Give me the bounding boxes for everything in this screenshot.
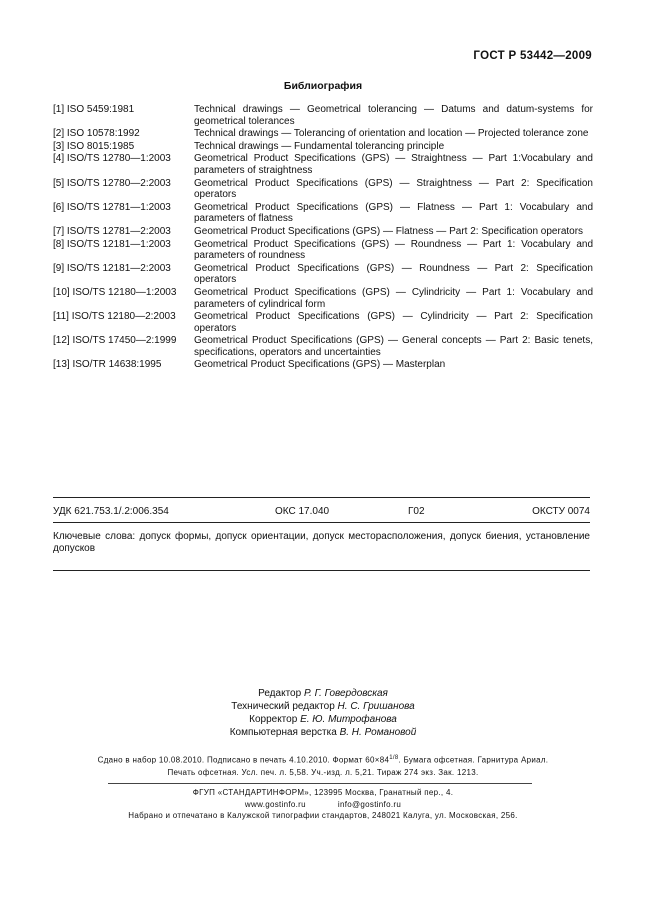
bibliography-item — [53, 239, 593, 262]
bibliography-item — [53, 263, 593, 286]
bibliography-item — [53, 359, 593, 371]
website-link[interactable]: www.gostinfo.ru — [244, 799, 306, 809]
standard-number: ГОСТ Р 53442—2009 — [473, 50, 592, 62]
credit-proofreader: Корректор Е. Ю. Митрофанова — [249, 714, 397, 725]
credit-editor: Редактор Р. Г. Говердовская — [258, 688, 388, 699]
credit-tech-editor: Технический редактор Н. С. Гришанова — [231, 701, 415, 712]
bibliography-item — [53, 287, 593, 310]
divider-bottom — [53, 570, 590, 571]
bibliography-text: Geometrical Product Specifications (GPS) — Straightness — Part 1:Vocabulary and parameters of straightness — [194, 153, 593, 176]
print-info: Сдано в набор 10.08.2010. Подписано в печать 4.10.2010. Формат $60\times 84^{1/8}$. Бумага офсетная. Гарнитура Ариал. Печать офсетная. Усл. печ. л. 5,58. Уч.-изд. л. 5,21. Тираж 274 экз. Зак. 1213. — [97, 755, 549, 778]
bibliography-text: Technical drawings — Geometrical tolerancing — Datums and datum-systems for geometrical tolerances — [194, 104, 593, 127]
bibliography-list — [53, 104, 593, 372]
bibliography-text: Geometrical Product Specifications (GPS) — Flatness — Part 1: Vocabulary and parameters of flatness — [194, 201, 593, 225]
bibliography-ref: [5] ISO/TS 12780—2:2003 — [53, 177, 171, 189]
bibliography-text: Technical drawings — Fundamental tolerancing principle — [194, 140, 445, 152]
bibliography-ref: [10] ISO/TS 12180—1:2003 — [53, 286, 177, 298]
bibliography-ref: [11] ISO/TS 12180—2:2003 — [53, 311, 176, 323]
classification-row — [53, 506, 590, 517]
publisher-info: ФГУП «СТАНДАРТИНФОРМ», 123995 Москва, Гранатный пер., 4. www.gostinfo.ru info@gostinfo.ru Набрано и отпечатано в Калужской типографии стандартов, 248021 Калуга, ул. Московская, 256. — [128, 788, 518, 820]
bibliography-item — [53, 153, 593, 176]
udk-code: УДК 621.753.1/.2:006.354 — [53, 506, 169, 517]
divider-middle — [53, 522, 590, 523]
bibliography-ref: [4] ISO/TS 12780—1:2003 — [53, 153, 171, 165]
publisher-divider — [108, 783, 532, 784]
credit-layout: Компьютерная верстка В. Н. Романовой — [229, 727, 417, 738]
bibliography-item — [53, 128, 593, 140]
bibliography-text: Geometrical Product Specifications (GPS) — Cylindricity — Part 1: Vocabulary and parameters of cylindrical form — [194, 286, 593, 310]
divider-top — [53, 497, 590, 498]
bibliography-ref: [7] ISO/TS 12781—2:2003 — [53, 225, 171, 237]
bibliography-text: Geometrical Product Specifications (GPS) — Straightness — Part 2: Specification operators — [194, 177, 593, 201]
bibliography-text: Geometrical Product Specifications (GPS) — Cylindricity — Part 2: Specification operators — [194, 311, 593, 334]
bibliography-ref: [12] ISO/TS 17450—2:1999 — [53, 335, 177, 347]
keywords: Ключевые слова: допуск формы, допуск ориентации, допуск месторасположения, допуск биения, установление допусков — [53, 531, 590, 555]
bibliography-item — [53, 226, 593, 238]
email-link[interactable]: info@gostinfo.ru — [337, 799, 402, 809]
bibliography-item — [53, 104, 593, 127]
bibliography-ref: [1] ISO 5459:1981 — [53, 104, 135, 115]
bibliography-item — [53, 202, 593, 225]
bibliography-text: Geometrical Product Specifications (GPS) — General concepts — Part 2: Basic tenets, specifications, operators and uncertainties — [194, 335, 593, 358]
bibliography-item — [53, 311, 593, 334]
bibliography-text: Geometrical Product Specifications (GPS) — Flatness — Part 2: Specification operators — [194, 225, 584, 237]
group-code: Г02 — [408, 506, 425, 517]
bibliography-ref: [2] ISO 10578:1992 — [53, 128, 140, 140]
bibliography-item — [53, 178, 593, 201]
bibliography-ref: [6] ISO/TS 12781—1:2003 — [53, 201, 171, 213]
bibliography-item — [53, 335, 593, 358]
bibliography-ref: [13] ISO/TR 14638:1995 — [53, 359, 162, 371]
oks-code: ОКС 17.040 — [275, 506, 330, 517]
bibliography-title: Библиография — [283, 80, 363, 92]
bibliography-text: Technical drawings — Tolerancing of orientation and location — Projected tolerance zone — [194, 128, 589, 140]
credits-block — [0, 687, 646, 739]
bibliography-text: Geometrical Product Specifications (GPS) — Roundness — Part 1: Vocabulary and parameters of roundness — [194, 238, 593, 262]
bibliography-ref: [8] ISO/TS 12181—1:2003 — [53, 238, 171, 250]
bibliography-text: Geometrical Product Specifications (GPS) — Roundness — Part 2: Specification operators — [194, 262, 593, 286]
bibliography-text: Geometrical Product Specifications (GPS) — Masterplan — [194, 359, 446, 371]
bibliography-item — [53, 141, 593, 153]
bibliography-ref: [9] ISO/TS 12181—2:2003 — [53, 262, 171, 274]
bibliography-ref: [3] ISO 8015:1985 — [53, 140, 135, 152]
okstu-code: ОКСТУ 0074 — [532, 506, 590, 517]
